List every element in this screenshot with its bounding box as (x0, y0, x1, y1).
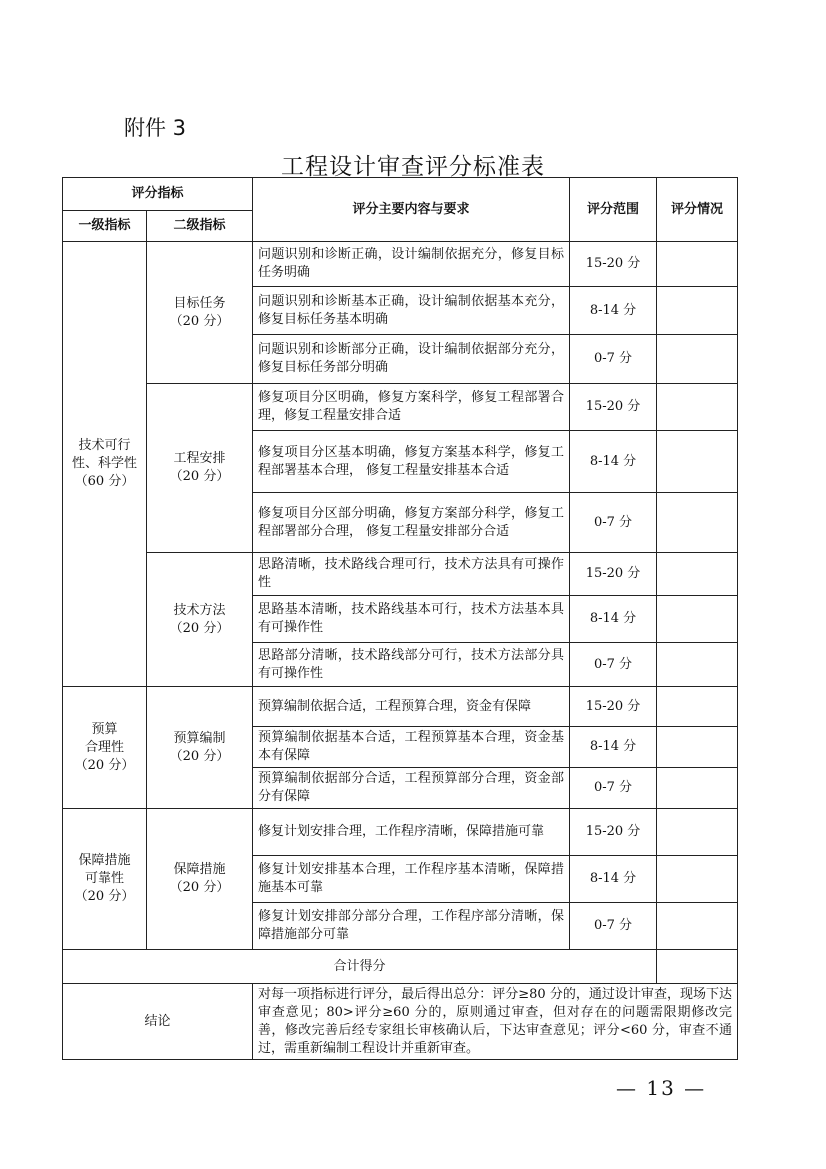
page-number: — 13 — (616, 1076, 707, 1100)
score-status-cell (657, 384, 738, 431)
level2-indicator-line: （20 分） (169, 880, 230, 895)
level2-indicator-line: 目标任务 (173, 295, 226, 311)
level2-indicator-cell (147, 553, 253, 687)
score-status-cell (657, 643, 738, 687)
attachment-label: 附件 3 (124, 116, 187, 140)
scoring-table (62, 177, 738, 1060)
requirement-cell: 预算编制依据部分合适，工程预算部分合理，资金部分有保障 (253, 768, 570, 809)
score-range-cell: 15-20 分 (570, 242, 657, 287)
score-status-cell (657, 809, 738, 856)
requirement-cell: 修复计划安排部分部分合理，工作程序部分清晰，保障措施部分可靠 (253, 903, 570, 950)
table-row (63, 687, 738, 727)
requirement-cell: 修复项目分区基本明确，修复方案基本科学，修复工程部署基本合理， 修复工程量安排基本合适 (253, 431, 570, 493)
score-status-cell (657, 493, 738, 553)
level2-indicator-cell (147, 687, 253, 809)
header-indicator: 评分指标 (63, 178, 253, 211)
level2-indicator-cell (147, 242, 253, 384)
score-range-cell: 0-7 分 (570, 643, 657, 687)
score-status-cell (657, 903, 738, 950)
page-title: 工程设计审查评分标准表 (281, 154, 545, 180)
table-row (63, 553, 738, 596)
score-range-cell: 0-7 分 (570, 903, 657, 950)
level2-indicator-line: 保障措施 (173, 862, 226, 877)
score-range-cell: 15-20 分 (570, 687, 657, 727)
requirement-cell: 预算编制依据基本合适，工程预算基本合理，资金基本有保障 (253, 727, 570, 768)
level1-indicator-cell (63, 242, 147, 687)
score-status-cell (657, 335, 738, 384)
score-range-cell: 8-14 分 (570, 596, 657, 643)
level2-indicator-cell (147, 384, 253, 553)
requirement-cell: 思路基本清晰，技术路线基本可行，技术方法基本具有可操作性 (253, 596, 570, 643)
requirement-cell: 修复计划安排合理，工作程序清晰，保障措施可靠 (253, 809, 570, 856)
table-row (63, 809, 738, 856)
header-range: 评分范围 (570, 178, 657, 242)
level1-indicator-cell (63, 687, 147, 809)
score-status-cell (657, 553, 738, 596)
level2-indicator-line: 预算编制 (173, 730, 226, 746)
requirement-cell: 预算编制依据合适，工程预算合理，资金有保障 (253, 687, 570, 727)
requirement-cell: 修复项目分区部分明确，修复方案部分科学，修复工程部署部分合理， 修复工程量安排部分合适 (253, 493, 570, 553)
header-level2: 二级指标 (147, 211, 253, 242)
requirement-cell: 修复计划安排基本合理，工作程序基本清晰，保障措施基本可靠 (253, 856, 570, 903)
level1-indicator-line: （20 分） (74, 757, 135, 773)
score-status-cell (657, 242, 738, 287)
score-range-cell: 8-14 分 (570, 287, 657, 335)
level1-indicator-line: 预算 (91, 721, 118, 737)
requirement-cell: 思路部分清晰，技术路线部分可行，技术方法部分具有可操作性 (253, 643, 570, 687)
level1-indicator-line: （20 分） (74, 889, 135, 904)
level1-indicator-line: 技术可行 (78, 438, 131, 453)
level1-indicator-line: （60 分） (74, 474, 135, 489)
score-status-cell (657, 431, 738, 493)
total-label: 合计得分 (63, 950, 657, 984)
level2-indicator-line: 技术方法 (173, 602, 226, 618)
header-status: 评分情况 (657, 178, 738, 242)
score-status-cell (657, 287, 738, 335)
conclusion-label: 结论 (63, 984, 253, 1060)
level1-indicator-line: 性、科学性 (71, 456, 137, 471)
header-content: 评分主要内容与要求 (253, 178, 570, 242)
score-range-cell: 15-20 分 (570, 553, 657, 596)
conclusion-text: 对每一项指标进行评分，最后得出总分：评分≥80 分的，通过设计审查，现场下达审查意见；80>评分≥60 分的，原则通过审查，但对存在的问题需限期修改完善，修改完善后经专家组长审核确认后，下达审查意见；评分<60 分，审查不通过，需重新编制工程设计并重新审查。 (253, 984, 738, 1060)
requirement-cell: 问题识别和诊断部分正确，设计编制依据部分充分，修复目标任务部分明确 (253, 335, 570, 384)
total-score-cell (657, 950, 738, 984)
level2-indicator-line: （20 分） (169, 313, 230, 329)
level2-indicator-line: （20 分） (169, 620, 230, 636)
requirement-cell: 思路清晰，技术路线合理可行，技术方法具有可操作性 (253, 553, 570, 596)
total-row (63, 950, 738, 984)
score-range-cell: 8-14 分 (570, 856, 657, 903)
level2-indicator-line: （20 分） (169, 469, 230, 484)
level1-indicator-line: 可靠性 (84, 871, 124, 886)
score-range-cell: 0-7 分 (570, 493, 657, 553)
requirement-cell: 修复项目分区明确，修复方案科学，修复工程部署合理，修复工程量安排合适 (253, 384, 570, 431)
level2-indicator-line: （20 分） (169, 748, 230, 764)
score-status-cell (657, 856, 738, 903)
score-range-cell: 8-14 分 (570, 431, 657, 493)
score-range-cell: 15-20 分 (570, 384, 657, 431)
score-range-cell: 0-7 分 (570, 335, 657, 384)
score-status-cell (657, 687, 738, 727)
score-status-cell (657, 727, 738, 768)
requirement-cell: 问题识别和诊断正确，设计编制依据充分，修复目标任务明确 (253, 242, 570, 287)
level1-indicator-cell (63, 809, 147, 950)
score-status-cell (657, 768, 738, 809)
header-level1: 一级指标 (63, 211, 147, 242)
table-row (63, 384, 738, 431)
score-range-cell: 8-14 分 (570, 727, 657, 768)
level1-indicator-line: 保障措施 (78, 853, 131, 868)
requirement-cell: 问题识别和诊断基本正确，设计编制依据基本充分，修复目标任务基本明确 (253, 287, 570, 335)
level2-indicator-cell (147, 809, 253, 950)
score-range-cell: 0-7 分 (570, 768, 657, 809)
level2-indicator-line: 工程安排 (173, 451, 226, 466)
score-range-cell: 15-20 分 (570, 809, 657, 856)
conclusion-row (63, 984, 738, 1060)
score-status-cell (657, 596, 738, 643)
level1-indicator-line: 合理性 (84, 739, 124, 755)
table-row (63, 242, 738, 287)
